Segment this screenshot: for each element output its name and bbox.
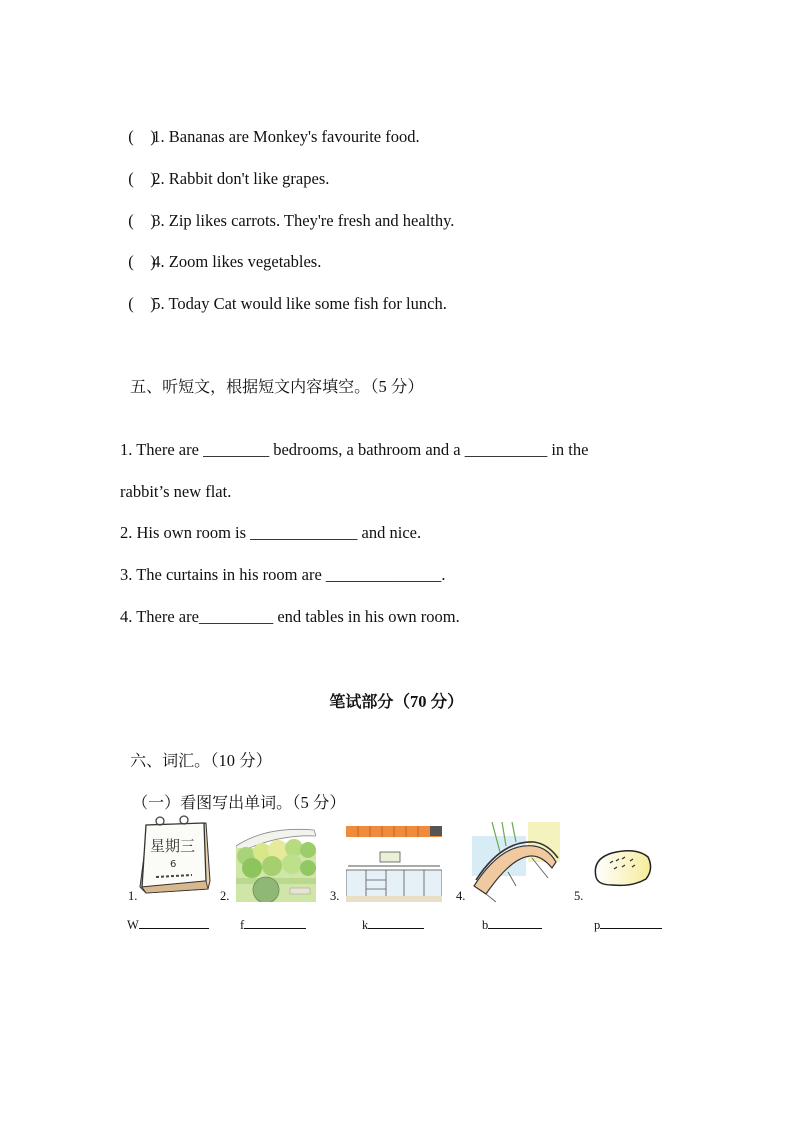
hint-letter: k <box>362 918 369 932</box>
tf-item-text: 4. Zoom likes vegetables. <box>152 252 322 271</box>
written-part-heading <box>0 688 793 712</box>
answer-blank[interactable] <box>139 916 209 929</box>
picture-number-2: 2. <box>220 889 230 903</box>
tf-item-text: 2. Rabbit don't like grapes. <box>152 169 330 188</box>
section6-sub1-heading <box>122 773 346 813</box>
svg-text:6: 6 <box>170 859 177 870</box>
answer-blank[interactable] <box>368 916 424 929</box>
answer-4 <box>482 916 542 933</box>
section6-score: （10 分） <box>210 751 273 770</box>
picture-number-4: 4. <box>456 889 466 903</box>
answer-blank[interactable] <box>244 916 306 929</box>
svg-text:星期三: 星期三 <box>150 837 196 855</box>
potato-icon <box>592 847 654 889</box>
sub1-score: （5 分） <box>292 793 346 812</box>
fill-item-2: 2. His own room is _____________ and nice. <box>120 523 422 542</box>
tf-item-1 <box>120 107 420 147</box>
fill-item-1-line1: 1. There are ________ bedrooms, a bathroom and a __________ in the <box>120 440 589 459</box>
section6-heading <box>120 731 272 771</box>
bridge-icon <box>472 822 560 902</box>
calendar-icon <box>134 815 214 897</box>
tf-item-text: 1. Bananas are Monkey's favourite food. <box>152 127 420 146</box>
bridge-picture <box>472 822 560 902</box>
answer-2 <box>240 916 306 933</box>
answer-3 <box>362 916 424 933</box>
fill-item-4: 4. There are_________ end tables in his own room. <box>120 607 460 626</box>
hint-letter: f <box>240 918 245 932</box>
written-part-title: 笔试部分 <box>329 692 394 711</box>
written-part-score: （70 分） <box>393 692 464 711</box>
answer-paren[interactable]: ( ) <box>128 127 156 146</box>
tf-item-text: 5. Today Cat would like some fish for lunch. <box>152 294 447 313</box>
answer-blank[interactable] <box>488 916 542 929</box>
answer-paren[interactable]: ( ) <box>128 294 156 313</box>
sub1-title: （一）看图写出单词。 <box>132 793 293 812</box>
picture-number-3: 3. <box>330 889 340 903</box>
answer-1 <box>127 916 209 933</box>
answer-paren[interactable]: ( ) <box>128 211 156 230</box>
hint-letter: W <box>127 918 139 932</box>
section6-title: 六、词汇。 <box>130 751 211 770</box>
forest-icon <box>236 826 316 902</box>
section5-score: （5 分） <box>370 377 424 396</box>
tf-item-3 <box>120 191 454 231</box>
fill-item-3: 3. The curtains in his room are ______________. <box>120 565 446 584</box>
answer-paren[interactable]: ( ) <box>128 252 156 271</box>
section5-heading <box>120 357 424 397</box>
kitchen-icon <box>346 826 442 902</box>
tf-item-text: 3. Zip likes carrots. They're fresh and healthy. <box>152 211 455 230</box>
kitchen-picture <box>346 826 442 902</box>
tf-item-2 <box>120 149 329 189</box>
tf-item-5 <box>120 274 447 314</box>
answer-paren[interactable]: ( ) <box>128 169 156 188</box>
potato-picture <box>592 847 654 889</box>
fill-item-1-line2: rabbit’s new flat. <box>120 482 232 501</box>
answer-5 <box>594 916 662 933</box>
picture-number-1: 1. <box>128 889 138 903</box>
picture-number-5: 5. <box>574 889 584 903</box>
answer-blank[interactable] <box>600 916 662 929</box>
hint-letter: p <box>594 918 601 932</box>
hint-letter: b <box>482 918 489 932</box>
forest-picture <box>236 826 316 902</box>
tf-item-4 <box>120 232 321 272</box>
calendar-picture <box>134 815 214 897</box>
section5-title: 五、听短文，根据短文内容填空。 <box>130 377 371 396</box>
